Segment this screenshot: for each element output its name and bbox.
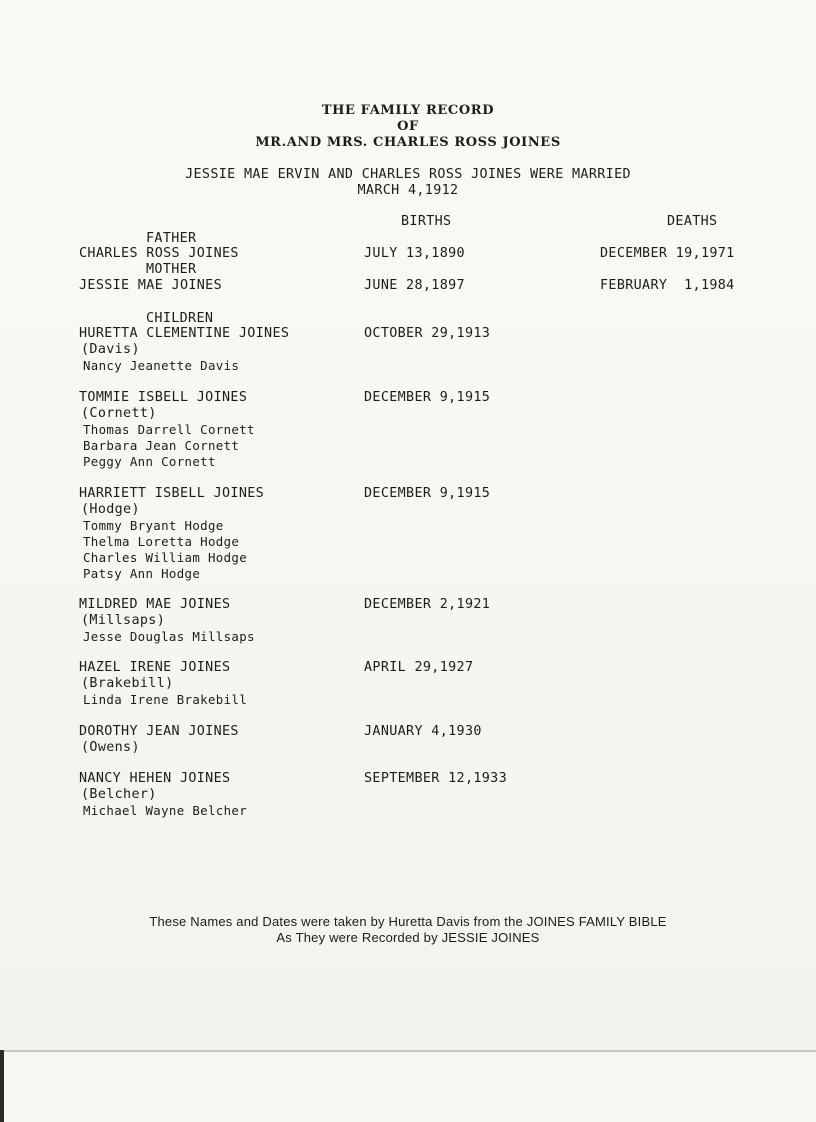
child-name: DOROTHY JEAN JOINES — [79, 724, 239, 739]
child-name: NANCY HEHEN JOINES — [79, 771, 231, 786]
grandchild-name: Michael Wayne Belcher — [83, 803, 248, 818]
child-married-name: (Hodge) — [81, 502, 140, 517]
grandchild-name: Peggy Ann Cornett — [83, 454, 216, 469]
child-birth: DECEMBER 9,1915 — [364, 486, 491, 501]
grandchild-name: Thomas Darrell Cornett — [83, 422, 255, 437]
child-name: HARRIETT ISBELL JOINES — [79, 486, 265, 501]
child-married-name: (Brakebill) — [81, 676, 174, 691]
child-birth: SEPTEMBER 12,1933 — [364, 771, 508, 786]
grandchild-name: Jesse Douglas Millsaps — [83, 629, 255, 644]
child-name: HURETTA CLEMENTINE JOINES — [79, 326, 290, 341]
father-birth: JULY 13,1890 — [364, 246, 465, 261]
record-title-of: OF — [397, 119, 419, 134]
record-title-names: MR.AND MRS. CHARLES ROSS JOINES — [255, 135, 561, 150]
child-name: HAZEL IRENE JOINES — [79, 660, 231, 675]
grandchild-name: Barbara Jean Cornett — [83, 438, 240, 453]
deaths-column-header: DEATHS — [667, 214, 718, 229]
child-married-name: (Owens) — [81, 740, 140, 755]
scan-border — [0, 1050, 4, 1122]
child-birth: DECEMBER 9,1915 — [364, 390, 491, 405]
source-note-recorder: As They were Recorded by JESSIE JOINES — [276, 930, 540, 945]
page-bottom-edge — [0, 1050, 816, 1052]
children-label: CHILDREN — [146, 311, 214, 326]
father-name: CHARLES ROSS JOINES — [79, 246, 239, 261]
child-birth: APRIL 29,1927 — [364, 660, 474, 675]
marriage-date: MARCH 4,1912 — [357, 183, 459, 198]
mother-label: MOTHER — [146, 262, 197, 277]
source-note: These Names and Dates were taken by Huretta Davis from the JOINES FAMILY BIBLE — [149, 914, 667, 929]
father-death: DECEMBER 19,1971 — [600, 246, 735, 261]
father-label: FATHER — [146, 231, 197, 246]
child-birth: OCTOBER 29,1913 — [364, 326, 491, 341]
grandchild-name: Charles William Hodge — [83, 550, 248, 565]
child-birth: JANUARY 4,1930 — [364, 724, 482, 739]
mother-birth: JUNE 28,1897 — [364, 278, 465, 293]
births-column-header: BIRTHS — [401, 214, 452, 229]
child-married-name: (Belcher) — [81, 787, 157, 802]
child-married-name: (Millsaps) — [81, 613, 166, 628]
marriage-statement: JESSIE MAE ERVIN AND CHARLES ROSS JOINES WERE MARRIED — [185, 167, 631, 182]
child-married-name: (Davis) — [81, 342, 140, 357]
record-title: THE FAMILY RECORD — [321, 103, 495, 118]
grandchild-name: Tommy Bryant Hodge — [83, 518, 224, 533]
child-birth: DECEMBER 2,1921 — [364, 597, 491, 612]
grandchild-name: Thelma Loretta Hodge — [83, 534, 240, 549]
grandchild-name: Nancy Jeanette Davis — [83, 358, 240, 373]
mother-death: FEBRUARY 1,1984 — [600, 278, 735, 293]
child-name: MILDRED MAE JOINES — [79, 597, 231, 612]
grandchild-name: Linda Irene Brakebill — [83, 692, 248, 707]
mother-name: JESSIE MAE JOINES — [79, 278, 223, 293]
child-married-name: (Cornett) — [81, 406, 157, 421]
child-name: TOMMIE ISBELL JOINES — [79, 390, 248, 405]
grandchild-name: Patsy Ann Hodge — [83, 566, 201, 581]
